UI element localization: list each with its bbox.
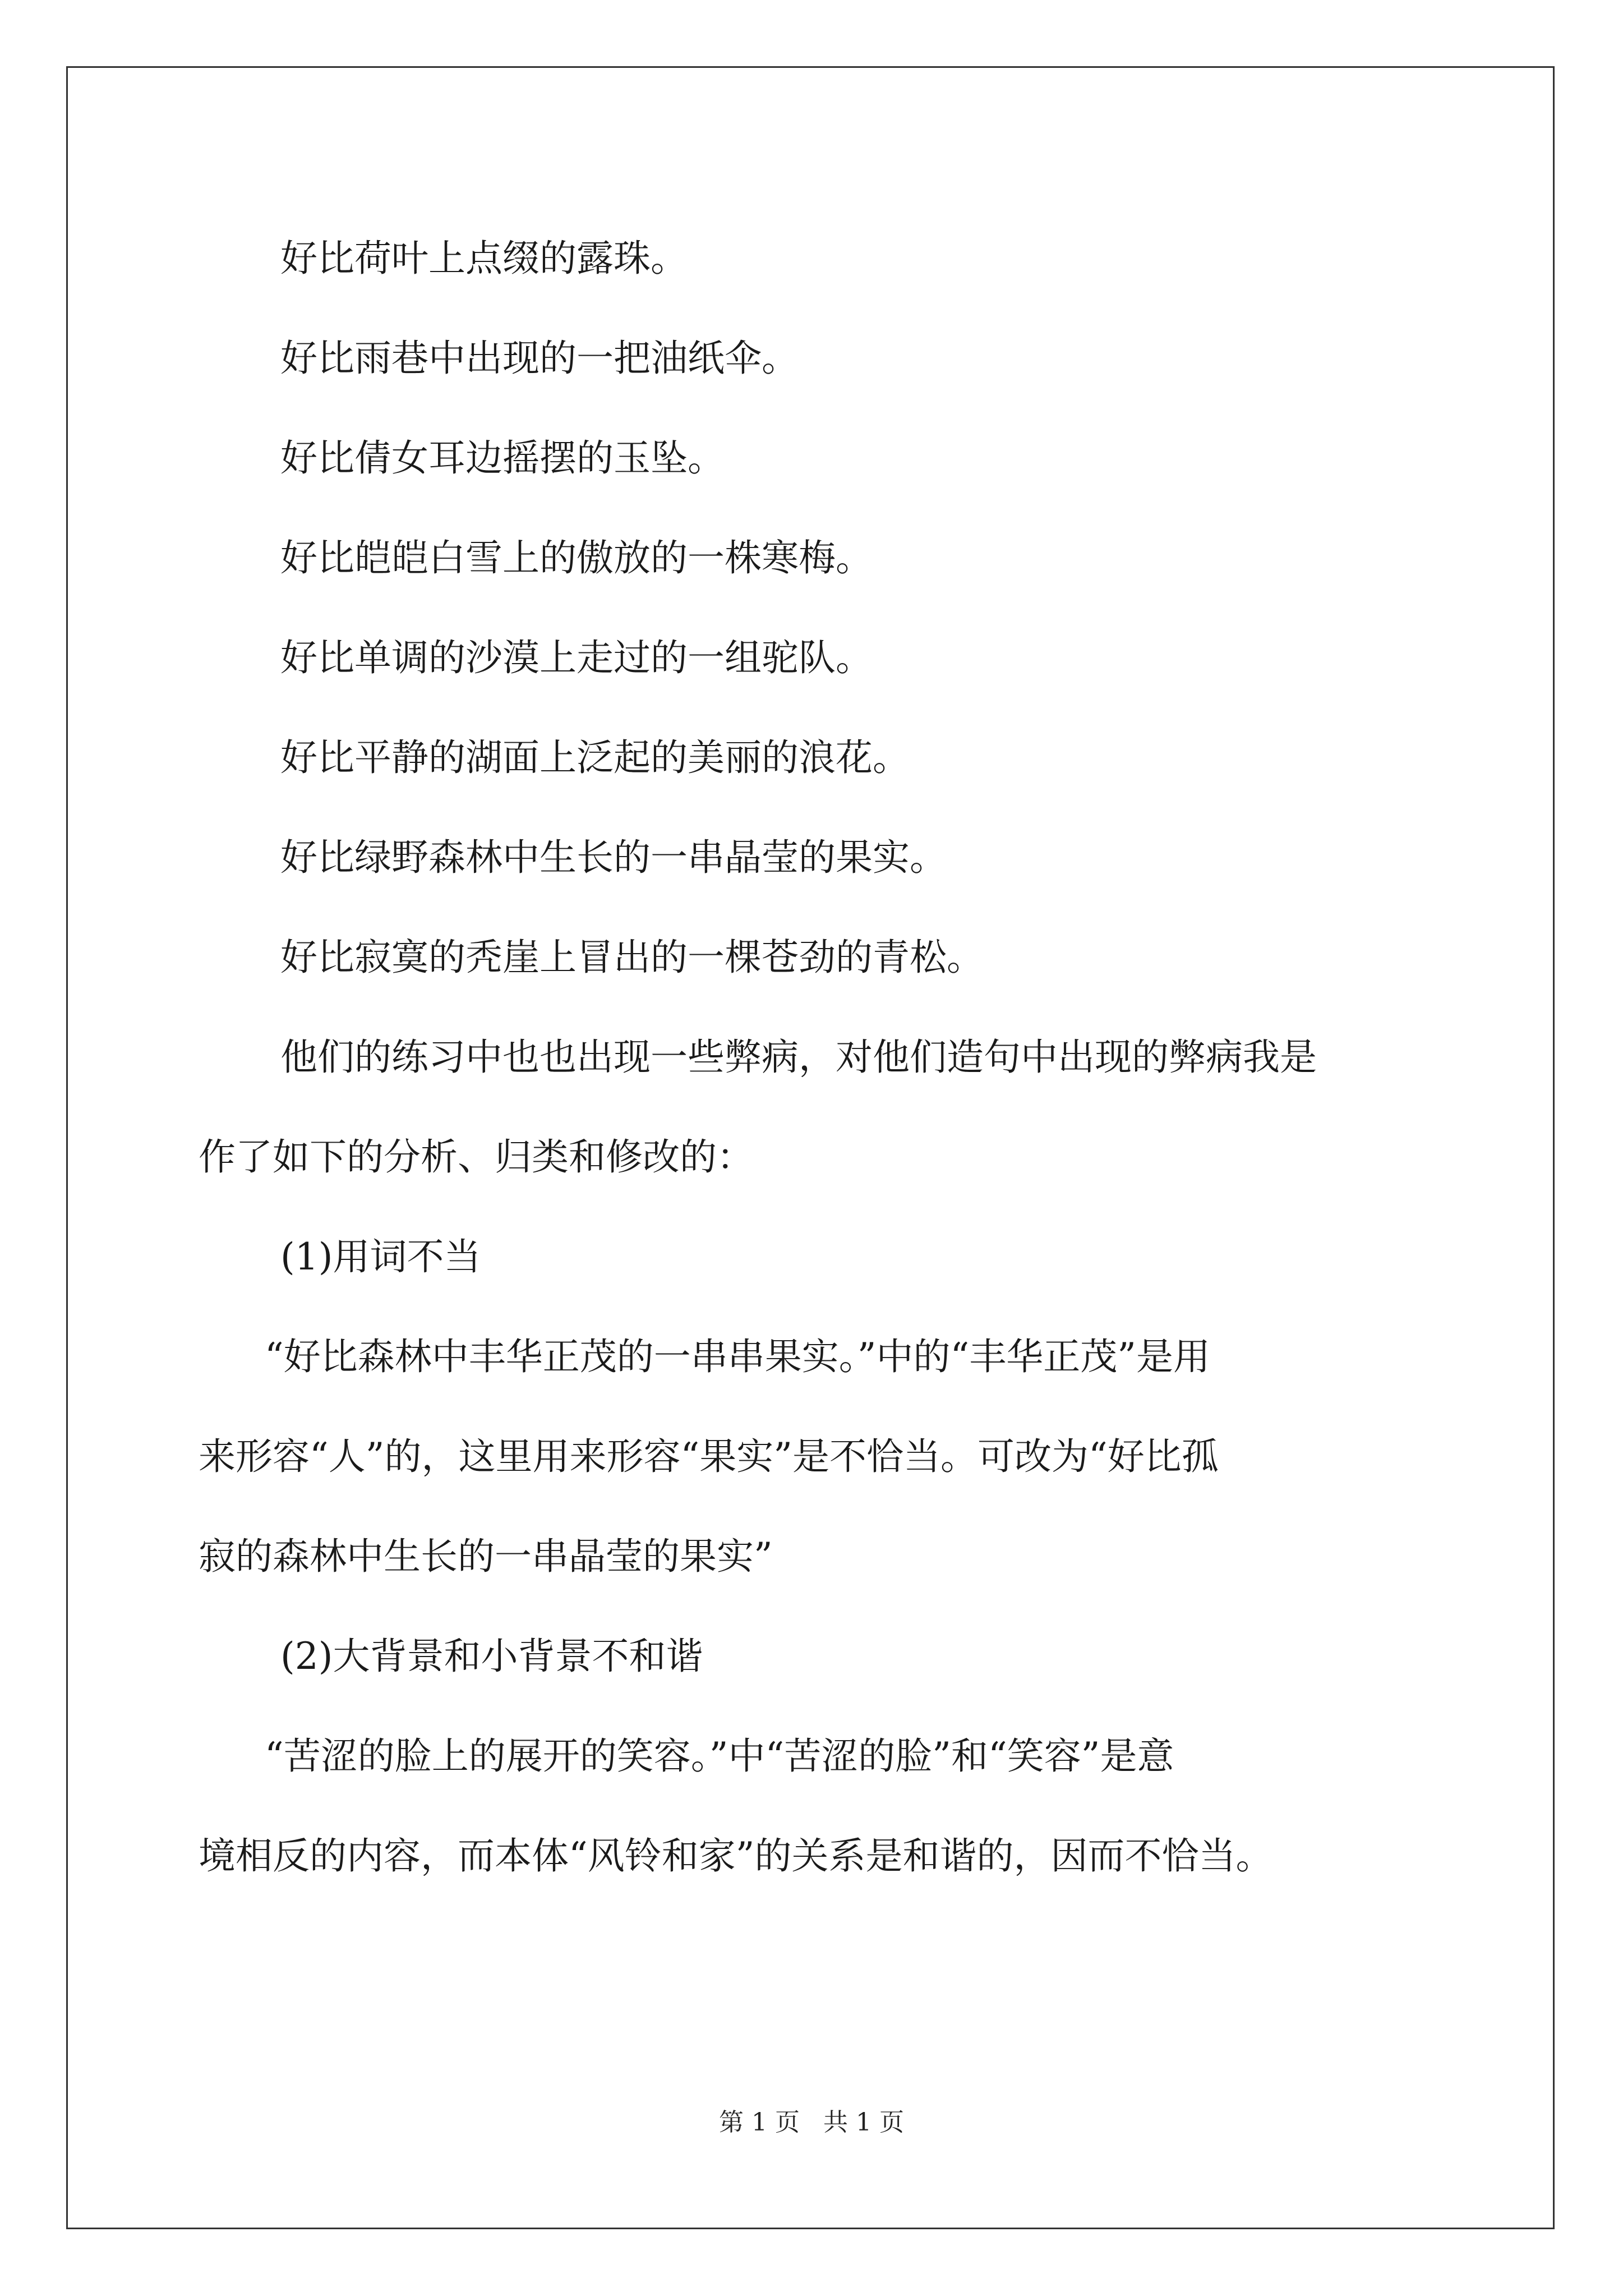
section-heading: (2)大背景和小背景不和谐: [280, 1635, 703, 1678]
paragraph-line: 好比平静的湖面上泛起的美丽的浪花。: [280, 736, 910, 779]
paragraph-line: 来形容“人”的，这里用来形容“果实”是不恰当。可改为“好比孤: [199, 1435, 1219, 1478]
page-number-current: 第 1 页: [719, 2108, 800, 2137]
paragraph-line: 他们的练习中也也出现一些弊病，对他们造句中出现的弊病我是: [280, 1036, 1317, 1079]
paragraph-line: 好比绿野森林中生长的一串晶莹的果实。: [280, 836, 947, 879]
paragraph-line: 好比皑皑白雪上的傲放的一株寒梅。: [280, 536, 873, 579]
paragraph-line: “苦涩的脸上的展开的笑容。”中“苦涩的脸”和“笑容”是意: [265, 1734, 1174, 1778]
paragraph-line: 好比单调的沙漠上走过的一组驼队。: [280, 636, 873, 679]
paragraph-line: 好比雨巷中出现的一把油纸伞。: [280, 337, 799, 380]
page-footer: [0, 2106, 1623, 2139]
paragraph-line: 好比寂寞的秃崖上冒出的一棵苍劲的青松。: [280, 936, 984, 979]
paragraph-line: “好比森林中丰华正茂的一串串果实。”中的“丰华正茂”是用: [265, 1335, 1210, 1378]
paragraph-line: 好比荷叶上点缀的露珠。: [280, 237, 688, 280]
paragraph-line: 好比倩女耳边摇摆的玉坠。: [280, 436, 725, 480]
document-body: [199, 209, 1432, 1906]
section-heading: (1)用词不当: [280, 1235, 481, 1278]
page-number-total: 共 1 页: [823, 2108, 904, 2137]
paragraph-line: 作了如下的分析、归类和修改的：: [199, 1135, 754, 1179]
paragraph-line: 寂的森林中生长的一串晶莹的果实”: [199, 1535, 773, 1578]
paragraph-line: 境相反的内容，而本体“风铃和家”的关系是和谐的，因而不恰当。: [199, 1834, 1273, 1878]
